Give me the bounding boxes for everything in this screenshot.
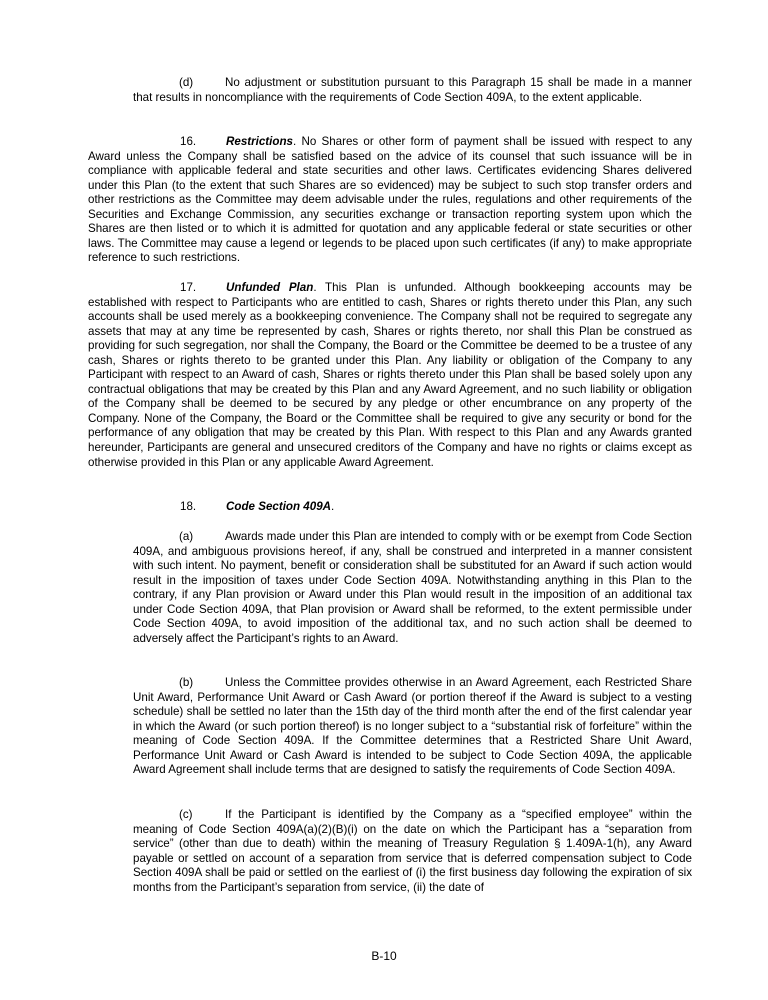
section-number: 16.: [180, 135, 197, 148]
section-text: .: [331, 500, 335, 513]
section-text: . No Shares or other form of payment shall be issued with respect to any Award unless the Company shall be satisfied based on the advice of its counsel that such issuance will be in compliance with applicable federal and state securities and other laws. Certificates evidencing Shares delivered under this Plan (to the extent that such Shares are so evidenced) may be subject to such stop transfer orders and other restrictions as the Committee may deem advisable under the rules, regulations and other requirements of the Securities and Exchange Commission, any securities exchange or transaction reporting system upon which the Shares are then listed or to which it is admitted for quotation and any applicable federal or state securities or other laws. The Committee may cause a legend or legends to be placed upon such certificates (if any) to make appropriate reference to such restrictions.: [88, 135, 692, 265]
page-number: B-10: [371, 949, 397, 963]
section-17: [88, 281, 692, 470]
section-heading: Unfunded Plan: [226, 281, 314, 294]
section-heading: Restrictions: [226, 135, 294, 148]
paragraph-18b: [133, 676, 692, 778]
paragraph-18c: [133, 808, 692, 895]
paragraph-text: If the Participant is identified by the Company as a “specified employee” within the meaning of Code Section 409A(a)(2)(B)(i) on the date on which the Participant has a “separation from service” (other than due to death) within the meaning of Treasury Regulation § 1.409A-1(h), any Award payable or settled on account of a separation from service that is deferred compensation subject to Code Section 409A shall be paid or settled on the earliest of (i) the first business day following the expiration of six months from the Participant’s separation from service, (ii) the date of: [133, 808, 692, 894]
section-number: 18.: [180, 500, 197, 513]
section-number: 17.: [180, 281, 197, 294]
paragraph-text: Unless the Committee provides otherwise in an Award Agreement, each Restricted Share Unit Award, Performance Unit Award or Cash Award (or portion thereof if the Award is subject to a vesting schedule) shall be settled no later than the 15th day of the third month after the end of the first calendar year in which the Award (or such portion thereof) is no longer subject to a “substantial risk of forfeiture” within the meaning of Code Section 409A. If the Committee determines that a Restricted Share Unit Award, Performance Unit Award or Cash Award is intended to be subject to Code Section 409A, the applicable Award Agreement shall include terms that are designed to satisfy the requirements of Code Section 409A.: [133, 676, 692, 777]
section-text: . This Plan is unfunded. Although bookkeeping accounts may be established with respect to Participants who are entitled to cash, Shares or rights thereto under this Plan, any such accounts shall be used merely as a bookkeeping convenience. The Company shall not be required to segregate any assets that may at any time be represented by cash, Shares or rights thereto, nor shall this Plan be construed as providing for such segregation, nor shall the Company, the Board or the Committee be deemed to be a trustee of any cash, Shares or rights thereto to be granted under this Plan. Any liability or obligation of the Company to any Participant with respect to an Award of cash, Shares or rights thereto under this Plan shall be based solely upon any contractual obligations that may be created by this Plan and any Award Agreement, and no such liability or obligation of the Company shall be deemed to be secured by any pledge or other encumbrance on any property of the Company. None of the Company, the Board or the Committee shall be required to give any security or bond for the performance of any obligation that may be created by this Plan. With respect to this Plan and any Awards granted hereunder, Participants are general and unsecured creditors of the Company and have no rights or claims except as otherwise provided in this Plan or any applicable Award Agreement.: [88, 281, 692, 469]
paragraph-text: Awards made under this Plan are intended to comply with or be exempt from Code Section 409A, and ambiguous provisions hereof, if any, shall be construed and interpreted in a manner consistent with such intent. No payment, benefit or consideration shall be substituted for an Award if such action would result in the imposition of taxes under Code Section 409A. Notwithstanding anything in this Plan to the contrary, if any Plan provision or Award under this Plan would result in the imposition of an additional tax under Code Section 409A, that Plan provision or Award shall be reformed, to the extent permissible under Code Section 409A, to avoid imposition of the additional tax, and no such action shall be deemed to adversely affect the Participant’s rights to an Award.: [133, 530, 692, 645]
paragraph-label: (b): [179, 676, 194, 689]
section-18: [88, 500, 692, 515]
paragraph-text: No adjustment or substitution pursuant to this Paragraph 15 shall be made in a manner that results in noncompliance with the requirements of Code Section 409A, to the extent applicable.: [133, 76, 692, 104]
paragraph-label: (d): [179, 76, 194, 89]
paragraph-18a: [133, 530, 692, 646]
section-heading: Code Section 409A: [226, 500, 332, 513]
section-16: [88, 135, 692, 266]
paragraph-label: (c): [179, 808, 193, 821]
paragraph-15d: [133, 76, 692, 105]
paragraph-label: (a): [179, 530, 194, 543]
